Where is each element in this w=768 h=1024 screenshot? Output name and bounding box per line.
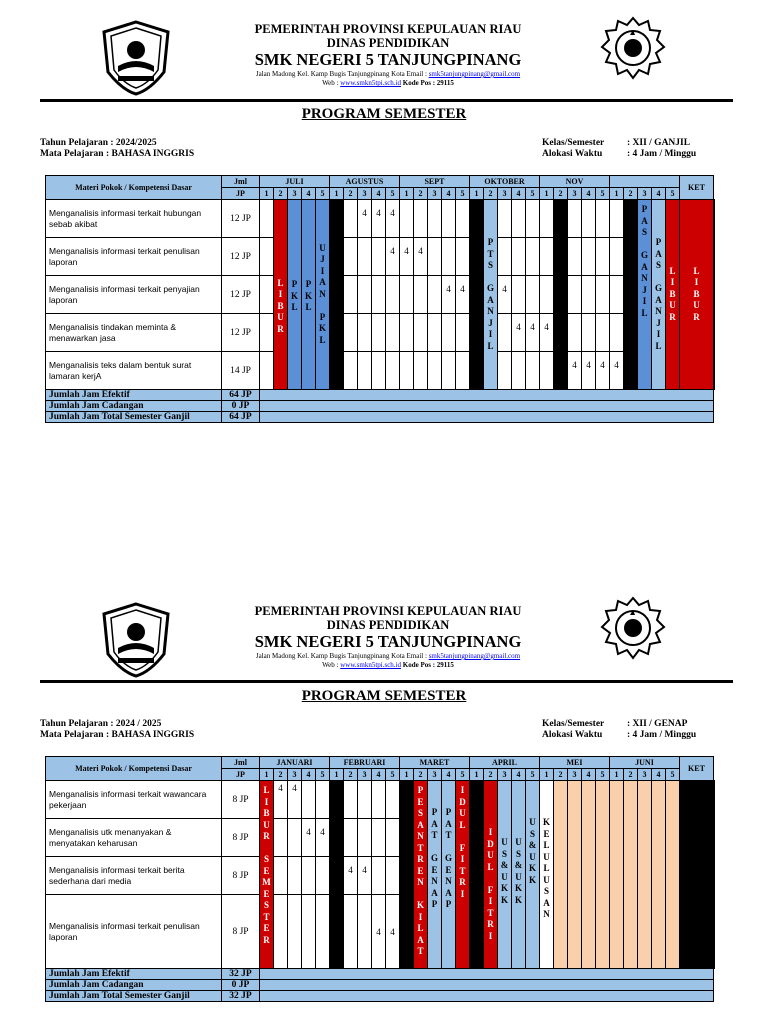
summary-row xyxy=(46,412,715,423)
event-pesantren-kilat: P E S A N T R E N K I L A T xyxy=(414,781,428,969)
letterhead-divider xyxy=(40,680,733,683)
dept-name: DINAS PENDIDIKAN xyxy=(326,36,450,50)
schedule-table-genap xyxy=(45,756,715,1002)
week-header: 2 xyxy=(554,769,568,781)
week-header: 4 xyxy=(442,188,456,200)
holiday-block xyxy=(330,200,344,390)
letterhead xyxy=(40,602,736,702)
week-header: 1 xyxy=(470,188,484,200)
topic-header: Materi Pokok / Kompetensi Dasar xyxy=(46,176,222,200)
jp-value: 4 xyxy=(372,895,386,969)
month-header: MEI xyxy=(540,757,610,769)
holiday-block xyxy=(680,781,714,969)
holiday-block xyxy=(624,200,638,390)
jp-value: 4 xyxy=(302,819,316,857)
jp-value: 4 xyxy=(386,200,400,238)
jp-cell: 8 JP xyxy=(222,781,260,819)
table-row xyxy=(46,314,715,352)
week-header: 1 xyxy=(540,188,554,200)
week-header: 2 xyxy=(414,769,428,781)
topic-cell: Menganalisis informasi terkait penulisan laporan xyxy=(46,895,222,969)
week-header: 3 xyxy=(428,769,442,781)
jp-value: 4 xyxy=(316,819,330,857)
week-header: 5 xyxy=(386,769,400,781)
month-header: SEPT xyxy=(400,176,470,188)
event-pas: P A S G A N J I L xyxy=(652,200,666,390)
page-title: PROGRAM SEMESTER xyxy=(301,106,467,122)
week-header: 3 xyxy=(358,769,372,781)
week-header: 4 xyxy=(582,188,596,200)
week-header: 5 xyxy=(456,769,470,781)
jp-value: 4 xyxy=(400,238,414,276)
table-row xyxy=(46,200,715,238)
dept-name: DINAS PENDIDIKAN xyxy=(326,618,450,632)
email-link[interactable]: smk5tanjungpinang@gmail.com xyxy=(428,70,521,78)
gov-name: PEMERINTAH PROVINSI KEPULAUAN RIAU xyxy=(254,22,522,36)
summary-label: Jumlah Jam Cadangan xyxy=(46,980,222,991)
topic-cell: Menganalisis utk menanyakan & menyatakan keharusan xyxy=(46,819,222,857)
summary-row xyxy=(46,390,715,401)
web-link[interactable]: www.smkn5tpi.sch.id xyxy=(340,79,401,87)
week-header: 5 xyxy=(316,769,330,781)
week-header: 1 xyxy=(330,769,344,781)
jp-value: 4 xyxy=(568,352,582,390)
week-header: 2 xyxy=(274,188,288,200)
month-header: NOV xyxy=(540,176,610,188)
week-header: 3 xyxy=(358,188,372,200)
ket-header: KET xyxy=(680,176,714,200)
month-header xyxy=(610,176,680,188)
week-header: 5 xyxy=(526,769,540,781)
week-header: 5 xyxy=(596,188,610,200)
topic-cell: Menganalisis tindakan meminta & menawarkan jasa xyxy=(46,314,222,352)
jml-header: Jml xyxy=(222,757,260,769)
month-header: MARET xyxy=(400,757,470,769)
summary-label: Jumlah Jam Efektif xyxy=(46,390,222,401)
week-header: 4 xyxy=(582,769,596,781)
event-us-ukk: U S & U K K xyxy=(498,781,512,969)
week-header: 3 xyxy=(638,188,652,200)
week-header: 4 xyxy=(652,769,666,781)
address-line: Jalan Madong Kel. Kamp Bugis Tanjungpinang Kota Email : smk5tanjungpinang@gmail.com xyxy=(255,70,521,78)
week-header: 3 xyxy=(498,188,512,200)
event-pas: P A S G A N J I L xyxy=(638,200,652,390)
jp-value: 4 xyxy=(386,895,400,969)
jp-value: 4 xyxy=(582,352,596,390)
ket-cell xyxy=(714,200,715,390)
jp-value: 4 xyxy=(274,781,288,819)
jp-value: 4 xyxy=(596,352,610,390)
week-header: 5 xyxy=(666,769,680,781)
week-header: 2 xyxy=(554,188,568,200)
summary-value: 32 JP xyxy=(222,991,260,1002)
event-idul-fitri: I D U L F I T R I xyxy=(456,781,470,969)
event-pkl: P K L xyxy=(288,200,302,390)
week-header: 1 xyxy=(470,769,484,781)
summary-label: Jumlah Jam Cadangan xyxy=(46,401,222,412)
week-header: 4 xyxy=(372,769,386,781)
month-header: AGUSTUS xyxy=(330,176,400,188)
holiday-block xyxy=(470,200,484,390)
holiday-block xyxy=(330,781,344,969)
holiday-block xyxy=(400,781,414,969)
event-us-ukk: U S & U K K xyxy=(526,781,540,969)
letterhead-divider xyxy=(40,99,733,102)
week-header: 4 xyxy=(372,188,386,200)
summary-label: Jumlah Jam Total Semester Ganjil xyxy=(46,991,222,1002)
month-header: JANUARI xyxy=(260,757,330,769)
letterhead xyxy=(40,20,736,120)
event-kelulusan: K E L U L U S A N xyxy=(540,781,554,969)
table-row xyxy=(46,352,715,390)
jp-cell: 12 JP xyxy=(222,200,260,238)
summary-label: Jumlah Jam Total Semester Ganjil xyxy=(46,412,222,423)
holiday-block xyxy=(470,781,484,969)
summary-row xyxy=(46,980,715,991)
summary-value: 64 JP xyxy=(222,390,260,401)
school-name: SMK NEGERI 5 TANJUNGPINANG xyxy=(254,632,522,651)
week-header: 3 xyxy=(428,188,442,200)
week-header: 1 xyxy=(260,769,274,781)
month-header: APRIL xyxy=(470,757,540,769)
week-header: 3 xyxy=(288,188,302,200)
week-header: 2 xyxy=(344,769,358,781)
week-header: 1 xyxy=(610,188,624,200)
jp-value: 4 xyxy=(456,276,470,314)
ket-cell xyxy=(714,781,715,969)
week-header: 5 xyxy=(666,188,680,200)
week-header: 2 xyxy=(624,769,638,781)
week-header: 2 xyxy=(414,188,428,200)
jp-value: 4 xyxy=(512,314,526,352)
topic-cell: Menganalisis informasi terkait penulisan laporan xyxy=(46,238,222,276)
event-libur-semester: L I B U R S E M E S T E R xyxy=(260,781,274,969)
event-idul-fitri: I D U L F I T R I xyxy=(484,781,498,969)
week-header: 4 xyxy=(302,769,316,781)
web-link[interactable]: www.smkn5tpi.sch.id xyxy=(340,661,401,669)
holiday-block xyxy=(554,200,568,390)
month-header: FEBRUARI xyxy=(330,757,400,769)
week-header: 4 xyxy=(512,769,526,781)
jp-value: 4 xyxy=(372,200,386,238)
table-row xyxy=(46,781,715,819)
event-libur: L I B U R xyxy=(666,200,680,390)
jp-value: 4 xyxy=(498,276,512,314)
topic-cell: Menganalisis informasi terkait berita sederhana dari media xyxy=(46,857,222,895)
jp-value: 4 xyxy=(610,352,624,390)
event-ujian-pkl: U J I A N P K L xyxy=(316,200,330,390)
summary-row xyxy=(46,991,715,1002)
event-libur: L I B U R xyxy=(274,200,288,390)
summary-value: 0 JP xyxy=(222,980,260,991)
week-header: 1 xyxy=(610,769,624,781)
ket-header: KET xyxy=(680,757,714,781)
week-header: 2 xyxy=(624,188,638,200)
jp-cell: 8 JP xyxy=(222,819,260,857)
jp-value: 4 xyxy=(526,314,540,352)
week-header: 5 xyxy=(456,188,470,200)
schedule-table-ganjil xyxy=(45,175,715,423)
week-header: 3 xyxy=(568,188,582,200)
month-header: JULI xyxy=(260,176,330,188)
table-row xyxy=(46,276,715,314)
topic-cell: Menganalisis informasi terkait hubungan sebab akibat xyxy=(46,200,222,238)
email-link[interactable]: smk5tanjungpinang@gmail.com xyxy=(428,652,521,660)
letterhead-text xyxy=(40,602,736,670)
week-header: 5 xyxy=(316,188,330,200)
week-header: 2 xyxy=(344,188,358,200)
topic-header: Materi Pokok / Kompetensi Dasar xyxy=(46,757,222,781)
summary-value: 32 JP xyxy=(222,969,260,980)
jp-cell: 12 JP xyxy=(222,314,260,352)
week-header: 1 xyxy=(260,188,274,200)
meta-left: Tahun Pelajaran : 2024 / 2025 Mata Pelajaran : BAHASA INGGRIS xyxy=(40,719,195,740)
topic-cell: Menganalisis teks dalam bentuk surat lamaran kerjA xyxy=(46,352,222,390)
event-pts: P T S G A N J I L xyxy=(484,200,498,390)
jp-cell: 8 JP xyxy=(222,857,260,895)
summary-value: 64 JP xyxy=(222,412,260,423)
week-header: 4 xyxy=(302,188,316,200)
event-pat: P A T G E N A P xyxy=(428,781,442,969)
week-header: 3 xyxy=(288,769,302,781)
jp-value: 4 xyxy=(358,857,372,895)
jp-value: 4 xyxy=(442,276,456,314)
topic-cell: Menganalisis informasi terkait wawancara pekerjaan xyxy=(46,781,222,819)
jp-cell: 14 JP xyxy=(222,352,260,390)
jp-cell: 12 JP xyxy=(222,276,260,314)
address-line: Jalan Madong Kel. Kamp Bugis Tanjungpinang Kota Email : smk5tanjungpinang@gmail.com xyxy=(255,652,521,660)
jp-header: JP xyxy=(222,188,260,200)
page-title: PROGRAM SEMESTER xyxy=(301,688,467,704)
school-name: SMK NEGERI 5 TANJUNGPINANG xyxy=(254,50,522,69)
jp-header: JP xyxy=(222,769,260,781)
week-header: 5 xyxy=(386,188,400,200)
event-libur: L I B U R xyxy=(680,200,714,390)
week-header: 3 xyxy=(568,769,582,781)
week-header: 3 xyxy=(498,769,512,781)
jp-value: 4 xyxy=(386,238,400,276)
web-line: Web : www.smkn5tpi.sch.id Kode Pos : 29115 xyxy=(322,661,454,669)
month-header: JUNI xyxy=(610,757,680,769)
summary-label: Jumlah Jam Efektif xyxy=(46,969,222,980)
jp-cell: 12 JP xyxy=(222,238,260,276)
week-header: 1 xyxy=(540,769,554,781)
letterhead-text xyxy=(40,20,736,88)
jml-header: Jml xyxy=(222,176,260,188)
summary-value: 0 JP xyxy=(222,401,260,412)
jp-cell: 8 JP xyxy=(222,895,260,969)
summary-row xyxy=(46,969,715,980)
week-header: 1 xyxy=(330,188,344,200)
jp-value: 4 xyxy=(540,314,554,352)
jp-value: 4 xyxy=(344,857,358,895)
week-header: 5 xyxy=(596,769,610,781)
meta-right: Kelas/Semester : XII / GENAP Alokasi Waktu : 4 Jam / Minggu xyxy=(542,719,697,740)
topic-cell: Menganalisis informasi terkait penyajian laporan xyxy=(46,276,222,314)
week-header: 3 xyxy=(638,769,652,781)
gov-name: PEMERINTAH PROVINSI KEPULAUAN RIAU xyxy=(254,604,522,618)
week-header: 1 xyxy=(400,769,414,781)
event-pat: P A T G E N A P xyxy=(442,781,456,969)
web-line: Web : www.smkn5tpi.sch.id Kode Pos : 29115 xyxy=(322,79,454,87)
table-row xyxy=(46,238,715,276)
event-pkl: P K L xyxy=(302,200,316,390)
week-header: 2 xyxy=(484,769,498,781)
week-header: 4 xyxy=(512,188,526,200)
week-header: 2 xyxy=(274,769,288,781)
jp-value: 4 xyxy=(358,200,372,238)
week-header: 4 xyxy=(652,188,666,200)
week-header: 5 xyxy=(526,188,540,200)
jp-value: 4 xyxy=(288,781,302,819)
event-us-ukk: U S & U K K xyxy=(512,781,526,969)
meta-right: Kelas/Semester : XII / GANJIL Alokasi Waktu : 4 Jam / Minggu xyxy=(542,138,697,159)
week-header: 1 xyxy=(400,188,414,200)
week-header: 2 xyxy=(484,188,498,200)
meta-left: Tahun Pelajaran : 2024/2025 Mata Pelajaran : BAHASA INGGRIS xyxy=(40,138,195,159)
jp-value: 4 xyxy=(414,238,428,276)
week-header: 4 xyxy=(442,769,456,781)
month-header: OKTOBER xyxy=(470,176,540,188)
summary-row xyxy=(46,401,715,412)
